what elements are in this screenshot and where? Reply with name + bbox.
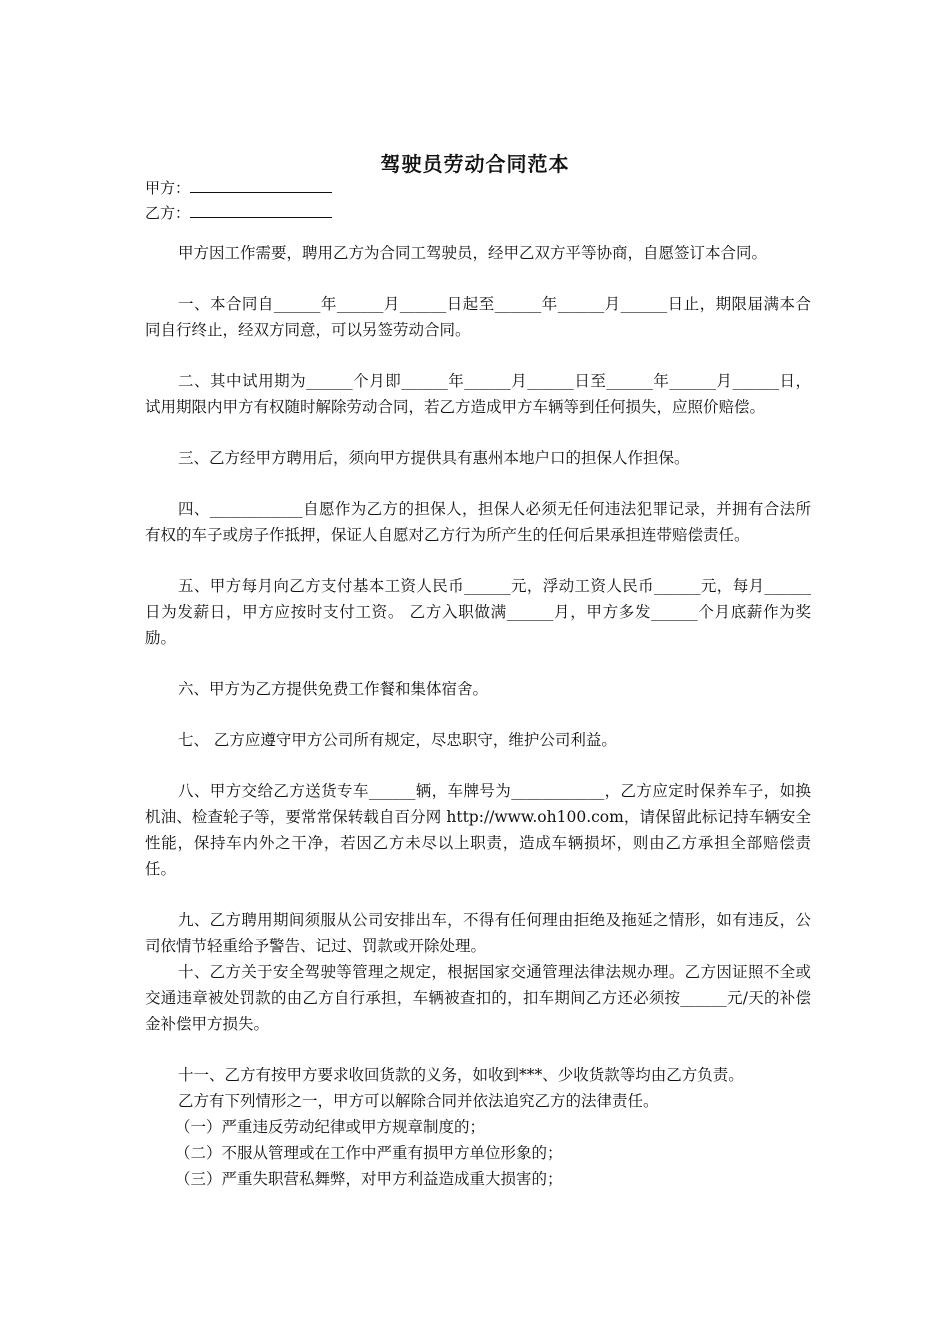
party-a-line (145, 178, 332, 198)
clause-9: 九、乙方聘用期间须服从公司安排出车，不得有任何理由拒绝及拖延之情形，如有违反，公司依情节轻重给予警告、记过、罚款或开除处理。 (145, 911, 811, 955)
clause-11: 十一、乙方有按甲方要求收回货款的义务，如收到***、少收货款等均由乙方负责。 (178, 1066, 744, 1084)
termination-item-2: （二）不服从管理或在工作中严重有损甲方单位形象的； (175, 1144, 563, 1162)
party-a-label: 甲方： (145, 179, 191, 197)
contract-body (145, 240, 811, 1192)
termination-intro: 乙方有下列情形之一，甲方可以解除合同并依法追究乙方的法律责任。 (178, 1092, 659, 1110)
clause-2: 二、其中试用期为______个月即______年______月______日至______年______月______日，试用期限内甲方有权随时解除劳动合同，若乙方造成甲方车辆等到任何损失，应照价赔偿。 (145, 372, 811, 416)
clause-8: 八、甲方交给乙方送货专车______辆，车牌号为____________，乙方应定时保养车子，如换机油、检查轮子等，要常常保转载自百分网 http://www.oh100.com，请保留此标记持车辆安全性能，保持车内外之干净，若因乙方未尽以上职责，造成车辆损坏，则由乙方承担全部赔偿责任。 (145, 782, 811, 878)
clause-3: 三、乙方经甲方聘用后，须向甲方提供具有惠州本地户口的担保人作担保。 (178, 449, 690, 467)
document-title: 驾驶员劳动合同范本 (380, 152, 570, 176)
termination-item-1: （一）严重违反劳动纪律或甲方规章制度的； (175, 1118, 486, 1136)
clause-1: 一、本合同自______年______月______日起至______年______月______日止，期限届满本合同自行终止，经双方同意，可以另签劳动合同。 (145, 295, 811, 339)
clause-4: 四、____________自愿作为乙方的担保人，担保人必须无任何违法犯罪记录，并拥有合法所有权的车子或房子作抵押，保证人自愿对乙方行为所产生的任何后果承担连带赔偿责任。 (145, 500, 811, 544)
clause-6: 六、甲方为乙方提供免费工作餐和集体宿舍。 (178, 680, 489, 698)
termination-item-3: （三）严重失职营私舞弊，对甲方利益造成重大损害的； (175, 1170, 563, 1188)
clause-10: 十、乙方关于安全驾驶等管理之规定，根据国家交通管理法律法规办理。乙方因证照不全或交通违章被处罚款的由乙方自行承担，车辆被查扣的，扣车期间乙方还必须按______元/天的补偿金补偿甲方损失。 (145, 963, 811, 1033)
clause-7: 七、 乙方应遵守甲方公司所有规定，尽忠职守，维护公司利益。 (178, 731, 617, 749)
intro-paragraph: 甲方因工作需要，聘用乙方为合同工驾驶员，经甲乙双方平等协商，自愿签订本合同。 (178, 244, 768, 262)
party-b-label: 乙方： (145, 204, 191, 222)
party-b-blank (190, 203, 332, 218)
clause-5: 五、甲方每月向乙方支付基本工资人民币______元，浮动工资人民币______元，每月______日为发薪日，甲方应按时支付工资。 乙方入职做满______月，甲方多发______个月底薪作为奖励。 (145, 577, 811, 647)
party-b-line (145, 203, 332, 223)
party-a-blank (190, 178, 332, 193)
